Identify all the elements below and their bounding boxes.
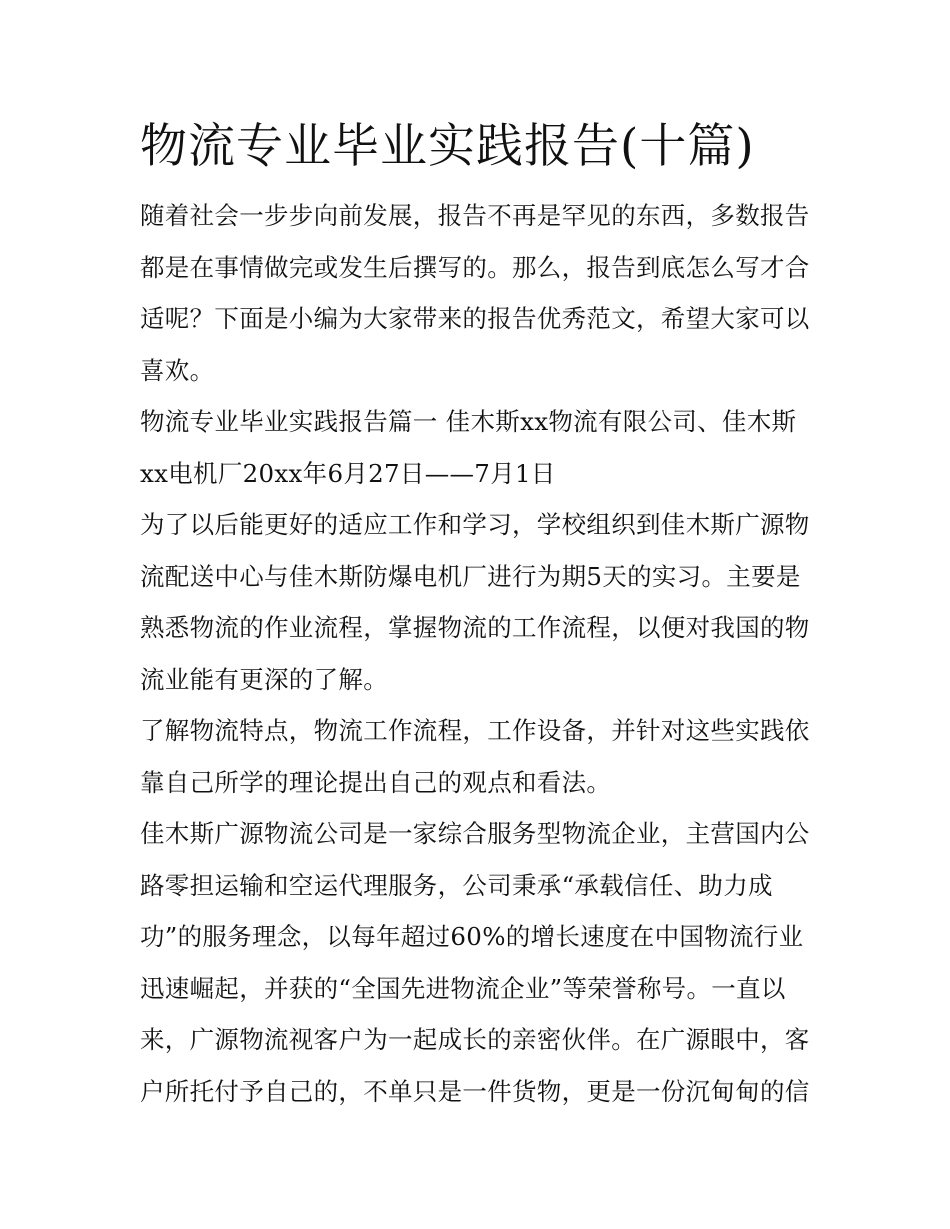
text-line: 佳木斯广源物流公司是一家综合服务型物流企业，主营国内公 bbox=[140, 819, 810, 848]
text-line: 物流专业毕业实践报告篇一 佳木斯xx物流有限公司、佳木斯 bbox=[140, 407, 797, 436]
text-line: 流配送中心与佳木斯防爆电机厂进行为期5天的实习。主要是 bbox=[140, 561, 801, 591]
text-line: 靠自己所学的理论提出自己的观点和看法。 bbox=[140, 767, 612, 797]
text-line: 路零担运输和空运代理服务，公司秉承“承载信任、助力成 bbox=[140, 870, 773, 900]
text-line: 迅速崛起，并获的“全国先进物流企业”等荣誉称号。一直以 bbox=[140, 973, 786, 1003]
text-line: 喜欢。 bbox=[140, 355, 215, 385]
text-line: 了解物流特点，物流工作流程，工作设备，并针对这些实践依 bbox=[140, 716, 810, 745]
document-page bbox=[140, 112, 812, 1117]
document-title: 物流专业毕业实践报告(十篇) bbox=[140, 119, 755, 174]
text-line: 流业能有更深的了解。 bbox=[140, 664, 388, 694]
text-line: 户所托付予自己的，不单只是一件货物，更是一份沉甸甸的信 bbox=[140, 1076, 810, 1106]
text-line: 适呢？下面是小编为大家带来的报告优秀范文，希望大家可以 bbox=[140, 304, 810, 333]
text-line: 功”的服务理念，以每年超过60%的增长速度在中国物流行业 bbox=[140, 922, 804, 951]
text-line: 都是在事情做完或发生后撰写的。那么，报告到底怎么写才合 bbox=[140, 252, 810, 282]
text-line: 熟悉物流的作业流程，掌握物流的工作流程，以便对我国的物 bbox=[140, 613, 810, 642]
text-line: xx电机厂20xx年6月27日——7月1日 bbox=[140, 458, 556, 488]
text-line: 来，广源物流视客户为一起成长的亲密伙伴。在广源眼中，客 bbox=[140, 1025, 810, 1054]
document-body bbox=[140, 190, 812, 1117]
text-line: 随着社会一步步向前发展，报告不再是罕见的东西，多数报告 bbox=[140, 201, 810, 230]
text-line: 为了以后能更好的适应工作和学习，学校组织到佳木斯广源物 bbox=[140, 510, 810, 539]
